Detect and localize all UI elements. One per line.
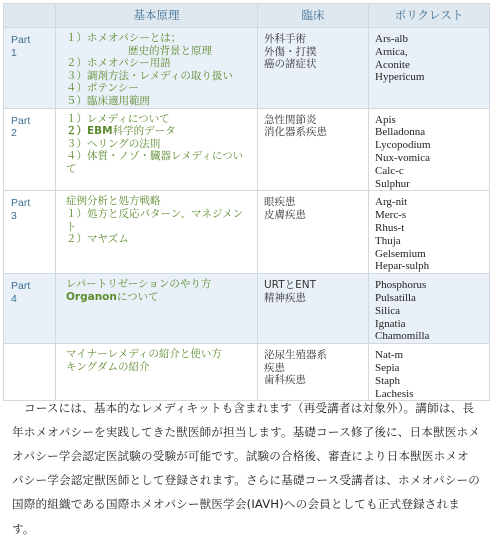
part-cell: Part 2 [4, 108, 56, 191]
clinical-cell: URTとENT 精神疾患 [258, 274, 369, 344]
principles-cell: マイナーレメディの紹介と使い方 キングダムの紹介 [56, 344, 258, 401]
part-cell: Part 4 [4, 274, 56, 344]
principles-cell: １）ホメオパシーとは； 歴史的背景と原理 ２）ホメオパシー用語 ３）調剤方法・レメディの取り扱い ４）ポテンシー ５）臨床適用範囲 [56, 28, 258, 109]
polycrest-cell: Arg-nit Merc-s Rhus-t Thuja Gelsemium Hepar-sulph [369, 191, 490, 274]
principles-cell: １）レメディについて ２）EBM科学的データ ３）へリングの法則 ４）体質・ノゾ・臓器レメディについて [56, 108, 258, 191]
polycrest-cell: Ars-alb Arnica, Aconite Hypericum [369, 28, 490, 109]
header-clinical: 臨床 [258, 4, 369, 28]
clinical-cell: 泌尿生殖器系 疾患 歯科疾患 [258, 344, 369, 401]
clinical-cell: 外科手術 外傷・打撲 癌の諸症状 [258, 28, 369, 109]
part-cell [4, 344, 56, 401]
polycrest-cell: Nat-m Sepia Staph Lachesis [369, 344, 490, 401]
table-row [4, 108, 490, 191]
polycrest-cell: Phosphorus Pulsatilla Silica Ignatia Chamomilla [369, 274, 490, 344]
header-part [4, 4, 56, 28]
table-row [4, 28, 490, 109]
clinical-cell: 急性関節炎 消化器系疾患 [258, 108, 369, 191]
table-row [4, 344, 490, 401]
polycrest-cell: Apis Belladonna Lycopodium Nux-vomica Calc-c Sulphur [369, 108, 490, 191]
course-description: コースには、基本的なレメディキットも含まれます（再受講者は対象外）。講師は、長年ホメオパシーを実践してきた獣医師が担当します。基礎コース修了後に、日本獣医ホメオパシー学会認定医試験の受験が可能です。試験の合格後、審査により日本獣医ホメオパシー学会認定獣医師として登録されます。さらに基礎コース受講者は、ホメオパシーの国際的組織である国際ホメオパシー獣医学会(IAVH)への会員としても正式登録されます。 [12, 400, 481, 536]
part-cell: Part 1 [4, 28, 56, 109]
header-polycrest: ポリクレスト [369, 4, 490, 28]
principles-cell: 症例分析と処方戦略 １）処方と反応パターン、マネジメント ２）マヤズム [56, 191, 258, 274]
table-header-row [4, 4, 490, 28]
principles-cell: レパートリゼーションのやり方 Organonについて [56, 274, 258, 344]
header-principles: 基本原理 [56, 4, 258, 28]
table-row [4, 191, 490, 274]
table-row [4, 274, 490, 344]
part-cell: Part 3 [4, 191, 56, 274]
curriculum-table [3, 3, 490, 401]
clinical-cell: 眼疾患 皮膚疾患 [258, 191, 369, 274]
